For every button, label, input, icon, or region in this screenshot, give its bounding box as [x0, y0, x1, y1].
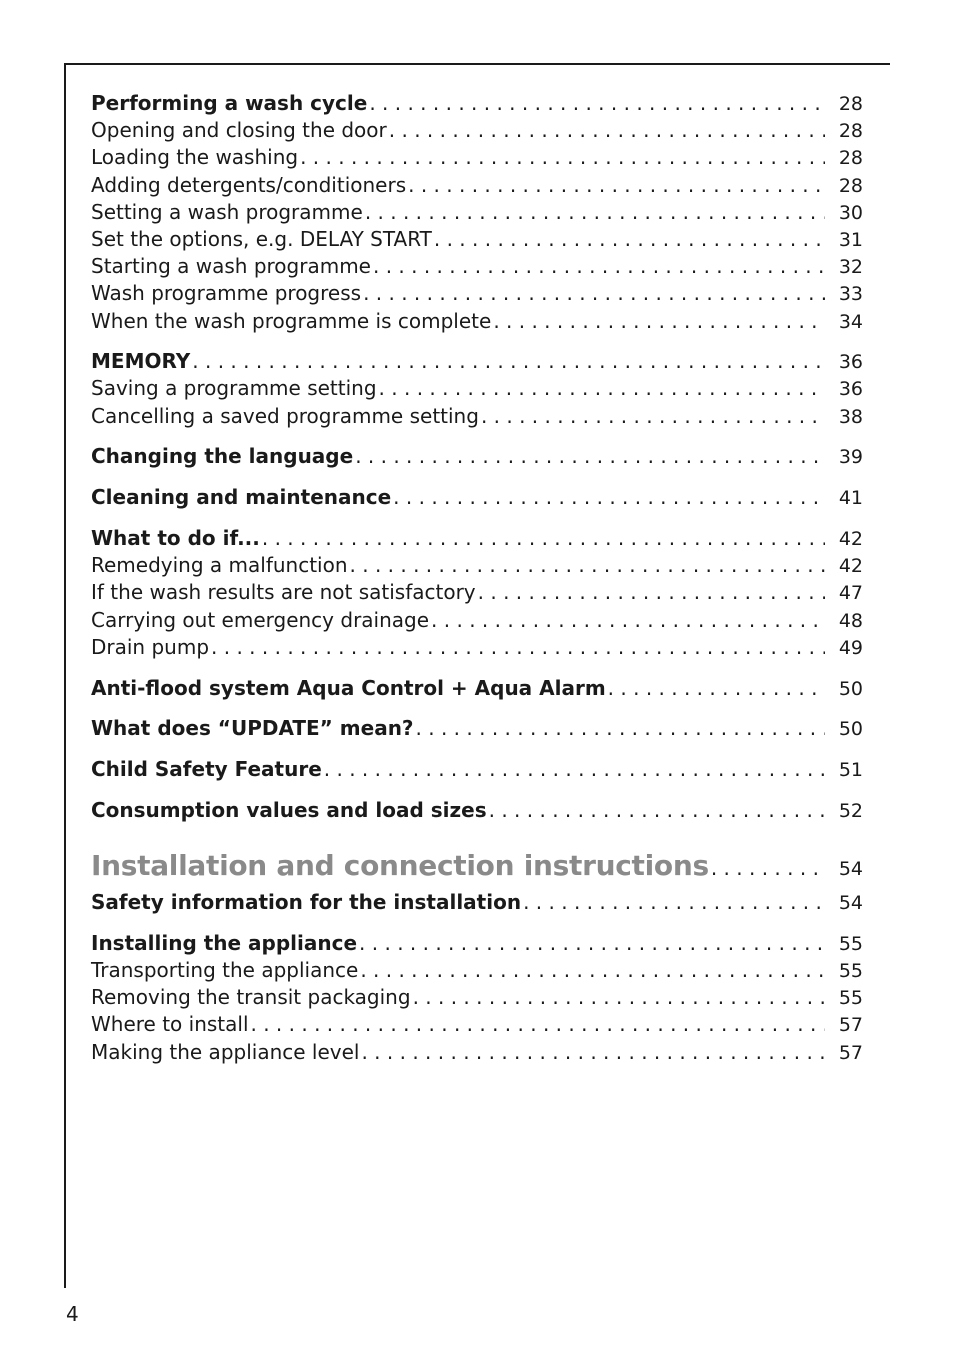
toc-entry-title: Adding detergents/conditioners [91, 172, 407, 197]
toc-entry-title: Drain pump [91, 634, 210, 659]
toc-dot-leader [251, 1011, 826, 1038]
toc-entry-title: Starting a wash programme [91, 254, 371, 279]
toc-dot-leader [408, 172, 825, 199]
toc-entry-page: 47 [838, 582, 863, 605]
toc-entry-page: 55 [838, 960, 863, 983]
toc-entry-title: If the wash results are not satisfactory [91, 580, 476, 605]
toc-entry-title: Consumption values and load sizes [91, 797, 487, 822]
frame-left-rule [64, 63, 66, 1288]
toc-entry[interactable] [91, 117, 863, 144]
toc-entry-title: Remedying a malfunction [91, 553, 348, 578]
toc-dot-leader [431, 607, 825, 634]
toc-entry-page: 31 [838, 228, 863, 251]
toc-entry-title: Loading the washing [91, 145, 299, 170]
toc-section-heading[interactable] [91, 846, 863, 886]
toc-entry[interactable] [91, 226, 863, 253]
toc-dot-leader [361, 1039, 825, 1066]
toc-entry-page: 32 [838, 256, 863, 279]
toc-entry[interactable] [91, 199, 863, 226]
toc-entry-title: Cleaning and maintenance [91, 485, 392, 510]
toc-entry-title: When the wash programme is complete [91, 308, 492, 333]
toc-dot-leader [363, 280, 825, 307]
toc-entry[interactable] [91, 253, 863, 280]
toc-entry-page: 34 [838, 310, 863, 333]
toc-entry-title: Making the appliance level [91, 1039, 360, 1064]
toc-entry-page: 57 [838, 1014, 863, 1037]
toc-dot-leader [365, 199, 825, 226]
toc-dot-leader [262, 525, 825, 552]
toc-dot-leader [523, 889, 825, 916]
toc-entry-page: 36 [838, 378, 863, 401]
toc-entry-page: 50 [838, 677, 863, 700]
toc-entry-page: 55 [838, 987, 863, 1010]
toc-chapter-entry[interactable] [91, 484, 863, 511]
table-of-contents [91, 90, 863, 1066]
toc-dot-leader [416, 715, 825, 742]
toc-entry[interactable] [91, 957, 863, 984]
toc-entry-page: 48 [838, 609, 863, 632]
toc-entry[interactable] [91, 280, 863, 307]
toc-dot-leader [711, 848, 825, 888]
toc-entry-page: 57 [838, 1041, 863, 1064]
toc-dot-leader [413, 984, 825, 1011]
toc-entry[interactable] [91, 144, 863, 171]
toc-entry-page: 28 [838, 93, 863, 115]
toc-entry-page: 49 [838, 636, 863, 659]
toc-dot-leader [360, 957, 825, 984]
toc-entry-title: Changing the language [91, 444, 354, 469]
toc-entry-page: 54 [838, 892, 863, 915]
toc-entry[interactable] [91, 1039, 863, 1066]
toc-entry-page: 51 [838, 759, 863, 782]
toc-entry-page: 55 [838, 932, 863, 955]
toc-entry-page: 38 [838, 405, 863, 428]
toc-dot-leader [478, 579, 825, 606]
toc-dot-leader [481, 403, 825, 430]
toc-entry-page: 50 [838, 718, 863, 741]
toc-entry-title: Where to install [91, 1012, 249, 1037]
toc-entry-page: 28 [838, 147, 863, 170]
toc-entry-title: Removing the transit packaging [91, 985, 411, 1010]
toc-dot-leader [192, 348, 825, 375]
toc-entry[interactable] [91, 403, 863, 430]
toc-chapter-entry[interactable] [91, 443, 863, 470]
toc-entry[interactable] [91, 579, 863, 606]
toc-entry-title: Opening and closing the door [91, 118, 387, 143]
toc-entry-page: 42 [838, 555, 863, 578]
toc-dot-leader [359, 930, 825, 957]
toc-entry-page: 54 [838, 858, 863, 881]
toc-chapter-entry[interactable] [91, 930, 863, 957]
toc-chapter-entry[interactable] [91, 756, 863, 783]
toc-entry[interactable] [91, 1011, 863, 1038]
toc-entry-title: Safety information for the installation [91, 890, 522, 915]
toc-entry[interactable] [91, 308, 863, 335]
toc-entry-page: 52 [838, 799, 863, 822]
toc-entry[interactable] [91, 552, 863, 579]
toc-entry-title: Performing a wash cycle [91, 91, 368, 115]
toc-entry-page: 30 [838, 201, 863, 224]
toc-entry-page: 28 [838, 174, 863, 197]
toc-entry[interactable] [91, 607, 863, 634]
page-number: 4 [66, 1302, 79, 1326]
toc-dot-leader [493, 308, 825, 335]
toc-entry-title: Carrying out emergency drainage [91, 607, 430, 632]
toc-entry-title: Anti-flood system Aqua Control + Aqua Alarm [91, 675, 606, 700]
toc-chapter-entry[interactable] [91, 348, 863, 375]
toc-chapter-entry[interactable] [91, 525, 863, 552]
toc-dot-leader [608, 675, 825, 702]
toc-entry-title: Installing the appliance [91, 930, 358, 955]
toc-dot-leader [211, 634, 825, 661]
toc-entry[interactable] [91, 172, 863, 199]
toc-dot-leader [373, 253, 825, 280]
toc-entry-title: Transporting the appliance [91, 958, 359, 983]
toc-dot-leader [379, 375, 825, 402]
toc-entry-title: What does “UPDATE” mean? [91, 716, 414, 741]
toc-dot-leader [389, 117, 825, 144]
toc-entry-title: Child Safety Feature [91, 757, 322, 782]
toc-entry[interactable] [91, 984, 863, 1011]
toc-entry-title: Installation and connection instructions [91, 849, 709, 883]
toc-entry-page: 41 [838, 487, 863, 510]
toc-entry-page: 28 [838, 120, 863, 143]
toc-entry-title: MEMORY [91, 349, 191, 374]
toc-chapter-entry[interactable] [91, 715, 863, 742]
frame-top-rule [64, 63, 890, 65]
toc-entry[interactable] [91, 634, 863, 661]
toc-entry-page: 33 [838, 283, 863, 306]
toc-dot-leader [324, 756, 825, 783]
toc-entry[interactable] [91, 375, 863, 402]
toc-entry-title: What to do if... [91, 526, 260, 550]
toc-entry-title: Setting a wash programme [91, 199, 363, 224]
toc-chapter-entry[interactable] [91, 889, 863, 916]
toc-dot-leader [434, 226, 825, 253]
toc-dot-leader [300, 144, 825, 171]
toc-entry-title: Wash programme progress [91, 281, 362, 306]
toc-dot-leader [393, 484, 825, 511]
toc-entry-title: Cancelling a saved programme setting [91, 403, 479, 428]
toc-dot-leader [350, 552, 825, 579]
toc-dot-leader [489, 797, 825, 824]
toc-dot-leader [369, 90, 825, 117]
toc-chapter-entry[interactable] [91, 797, 863, 824]
toc-entry-title: Set the options, e.g. DELAY START [91, 226, 432, 251]
toc-dot-leader [355, 443, 825, 470]
toc-entry-page: 36 [838, 351, 863, 374]
toc-entry-title: Saving a programme setting [91, 376, 377, 401]
toc-entry-page: 39 [838, 446, 863, 469]
toc-entry-page: 42 [838, 528, 863, 550]
toc-chapter-entry[interactable] [91, 90, 863, 117]
toc-chapter-entry[interactable] [91, 675, 863, 702]
